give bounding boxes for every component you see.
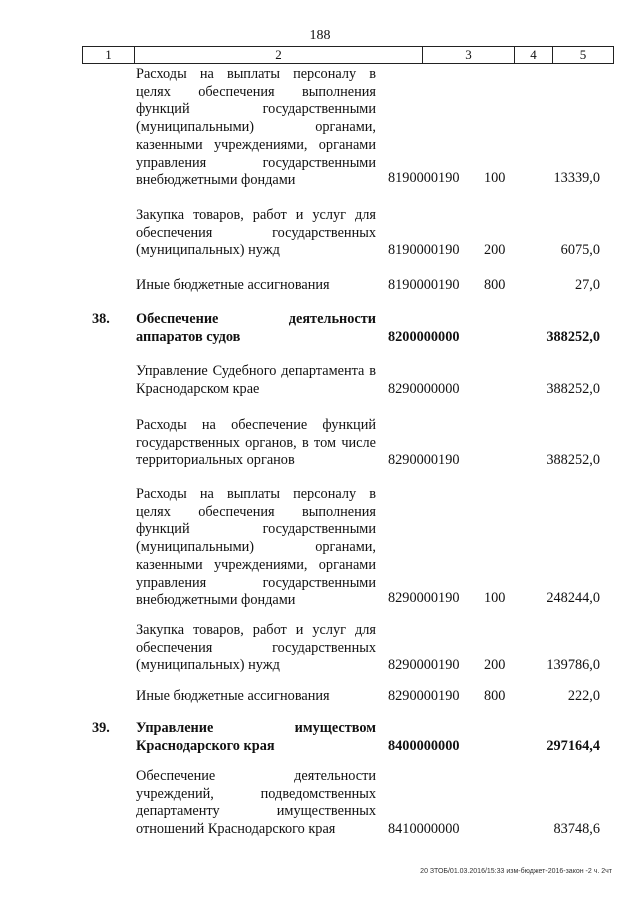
- row-amount: 6075,0: [560, 242, 600, 259]
- row-name: Закупка товаров, работ и услуг для обеспечения государственных (муниципальных) нужд: [136, 622, 376, 674]
- header-col-4: 4: [515, 47, 553, 63]
- row-name: Иные бюджетные ассигнования: [136, 688, 330, 704]
- row-number: 39.: [92, 720, 110, 736]
- row-name: Расходы на выплаты персоналу в целях обеспечения выполнения функций государственными (муниципальными) органами, казенными учреждениями, органами управления государственными внебюджетными фондами: [136, 66, 376, 189]
- row-amount: 27,0: [574, 277, 600, 294]
- row-code: 8200000000: [388, 329, 460, 346]
- row-vr: 800: [484, 277, 506, 294]
- row-amount: 388252,0: [546, 452, 600, 469]
- header-col-2: 2: [135, 47, 423, 63]
- row-vr: 200: [484, 242, 506, 259]
- row-name: Управление имуществом Краснодарского края: [136, 720, 376, 754]
- table-row: [0, 66, 640, 188]
- footer-file-stamp: 20 ЗТОБ/01.03.2016/15:33 изм-бюджет-2016-закон -2 ч. 2чт: [420, 868, 612, 875]
- table-row: [0, 363, 640, 399]
- row-amount: 13339,0: [553, 170, 600, 187]
- table-row: [0, 277, 640, 295]
- row-amount: 388252,0: [546, 381, 600, 398]
- row-code: 8290000190: [388, 590, 460, 607]
- header-col-3: 3: [423, 47, 515, 63]
- row-vr: 800: [484, 688, 506, 705]
- row-code: 8190000190: [388, 242, 460, 259]
- row-name: Иные бюджетные ассигнования: [136, 277, 330, 293]
- row-vr: 100: [484, 170, 506, 187]
- header-col-5: 5: [579, 47, 587, 62]
- row-number: 38.: [92, 311, 110, 327]
- row-amount: 388252,0: [546, 329, 600, 346]
- row-amount: 297164,4: [546, 738, 600, 755]
- row-code: 8290000190: [388, 452, 460, 469]
- table-row: [0, 417, 640, 470]
- row-name: Расходы на обеспечение функций государственных органов, в том числе территориальных органов: [136, 417, 376, 469]
- row-vr: 200: [484, 657, 506, 674]
- row-code: 8290000190: [388, 657, 460, 674]
- row-code: 8190000190: [388, 170, 460, 187]
- table-row: [0, 622, 640, 675]
- row-code: 8290000000: [388, 381, 460, 398]
- row-name: Управление Судебного департамента в Краснодарском крае: [136, 363, 376, 397]
- row-name: Обеспечение деятельности учреждений, подведомственных департаменту имущественных отношений Краснодарского края: [136, 768, 376, 838]
- row-code: 8410000000: [388, 821, 460, 838]
- page-number: 188: [309, 28, 331, 43]
- row-code: 8290000190: [388, 688, 460, 705]
- table-row-section: [0, 311, 640, 347]
- row-code: 8190000190: [388, 277, 460, 294]
- row-name: Обеспечение деятельности аппаратов судов: [136, 311, 376, 345]
- row-amount: 248244,0: [546, 590, 600, 607]
- row-name: Закупка товаров, работ и услуг для обеспечения государственных (муниципальных) нужд: [136, 207, 376, 259]
- table-row: [0, 688, 640, 706]
- row-amount: 83748,6: [553, 821, 600, 838]
- row-amount: 139786,0: [546, 657, 600, 674]
- table-row: [0, 207, 640, 260]
- table-row: [0, 768, 640, 839]
- row-vr: 100: [484, 590, 506, 607]
- row-name: Расходы на выплаты персоналу в целях обеспечения выполнения функций государственными (муниципальными) органами, казенными учреждениями, органами управления государственными внебюджетными фондами: [136, 486, 376, 609]
- row-code: 8400000000: [388, 738, 460, 755]
- table-header: [82, 46, 614, 64]
- table-row: [0, 486, 640, 608]
- table-row-section: [0, 720, 640, 756]
- header-col-1: 1: [83, 47, 135, 63]
- row-amount: 222,0: [567, 688, 600, 705]
